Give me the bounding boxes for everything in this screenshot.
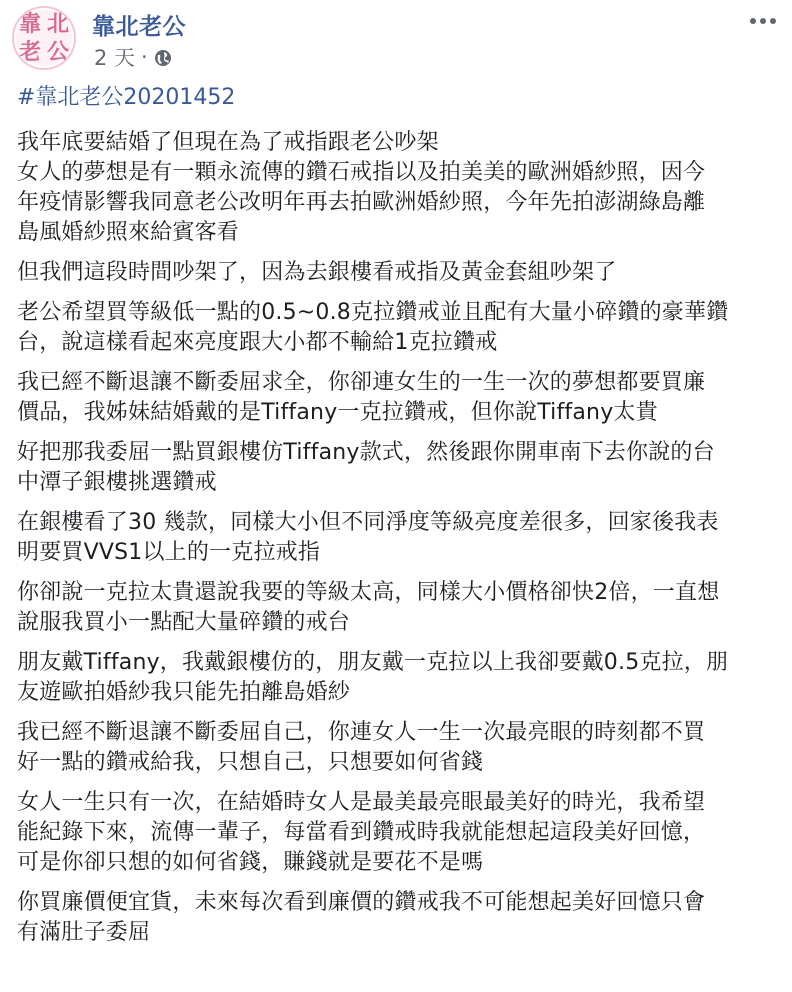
post-content	[17, 84, 779, 958]
post-paragraph: 我年底要結婚了但現在為了戒指跟老公吵架 女人的夢想是有一顆永流傳的鑽石戒指以及拍美美的歐洲婚紗照，因今 年疫情影響我同意老公改明年再去拍歐洲婚紗照，今年先拍澎湖綠島離 島風婚紗照來給賓客看	[17, 130, 706, 245]
post-paragraph: 女人一生只有一次，在結婚時女人是最美最亮眼最美好的時光，我希望 能紀錄下來，流傳一輩子，每當看到鑽戒時我就能想起這段美好回憶， 可是你卻只想的如何省錢，賺錢就是要花不是嗎	[17, 790, 706, 875]
post-paragraph: 但我們這段時間吵架了，因為去銀樓看戒指及黃金套組吵架了	[17, 260, 617, 285]
post-paragraph: 朋友戴Tiffany，我戴銀樓仿的，朋友戴一克拉以上我卻要戴0.5克拉，朋 友遊歐拍婚紗我只能先拍離島婚紗	[17, 650, 729, 705]
post-paragraph: 你買廉價便宜貨，未來每次看到廉價的鑽戒我不可能想起美好回憶只會 有滿肚子委屈	[17, 890, 706, 945]
post-paragraph: 我已經不斷退讓不斷委屈求全，你卻連女生的一生一次的夢想都要買廉 價品，我姊妹結婚戴的是Tiffany一克拉鑽戒，但你說Tiffany太貴	[17, 370, 706, 425]
page-name-link[interactable]: 靠北老公	[92, 14, 186, 40]
avatar-char: 北	[46, 11, 69, 37]
globe-icon	[154, 48, 172, 66]
avatar-char: 靠	[18, 11, 41, 37]
hashtag-link[interactable]: #靠北老公20201452	[17, 85, 236, 110]
avatar-logo	[16, 10, 72, 66]
avatar[interactable]	[12, 6, 76, 70]
avatar-char: 公	[46, 39, 69, 65]
post-paragraph: 在銀樓看了30 幾款，同樣大小但不同淨度等級亮度差很多，回家後我表 明要買VVS1以上的一克拉戒指	[17, 510, 719, 565]
post-timestamp[interactable]: 2 天	[94, 46, 136, 70]
post-meta	[94, 42, 172, 72]
post-paragraph: 我已經不斷退讓不斷委屈自己，你連女人一生一次最亮眼的時刻都不買 好一點的鑽戒給我，只想自己，只想要如何省錢	[17, 720, 706, 775]
post-paragraph: 老公希望買等級低一點的0.5~0.8克拉鑽戒並且配有大量小碎鑽的豪華鑽 台，說這樣看起來亮度跟大小都不輸給1克拉鑽戒	[17, 300, 729, 355]
meta-separator: ·	[141, 45, 148, 69]
post-header	[12, 6, 780, 74]
post-paragraph: 你卻說一克拉太貴還說我要的等級太高，同樣大小價格卻快2倍，一直想 說服我買小一點配大量碎鑽的戒台	[17, 580, 720, 635]
post-paragraph: 好把那我委屈一點買銀樓仿Tiffany款式，然後跟你開車南下去你說的台 中潭子銀樓挑選鑽戒	[17, 440, 715, 495]
avatar-char: 老	[18, 39, 41, 65]
more-options-icon[interactable]	[750, 16, 780, 26]
